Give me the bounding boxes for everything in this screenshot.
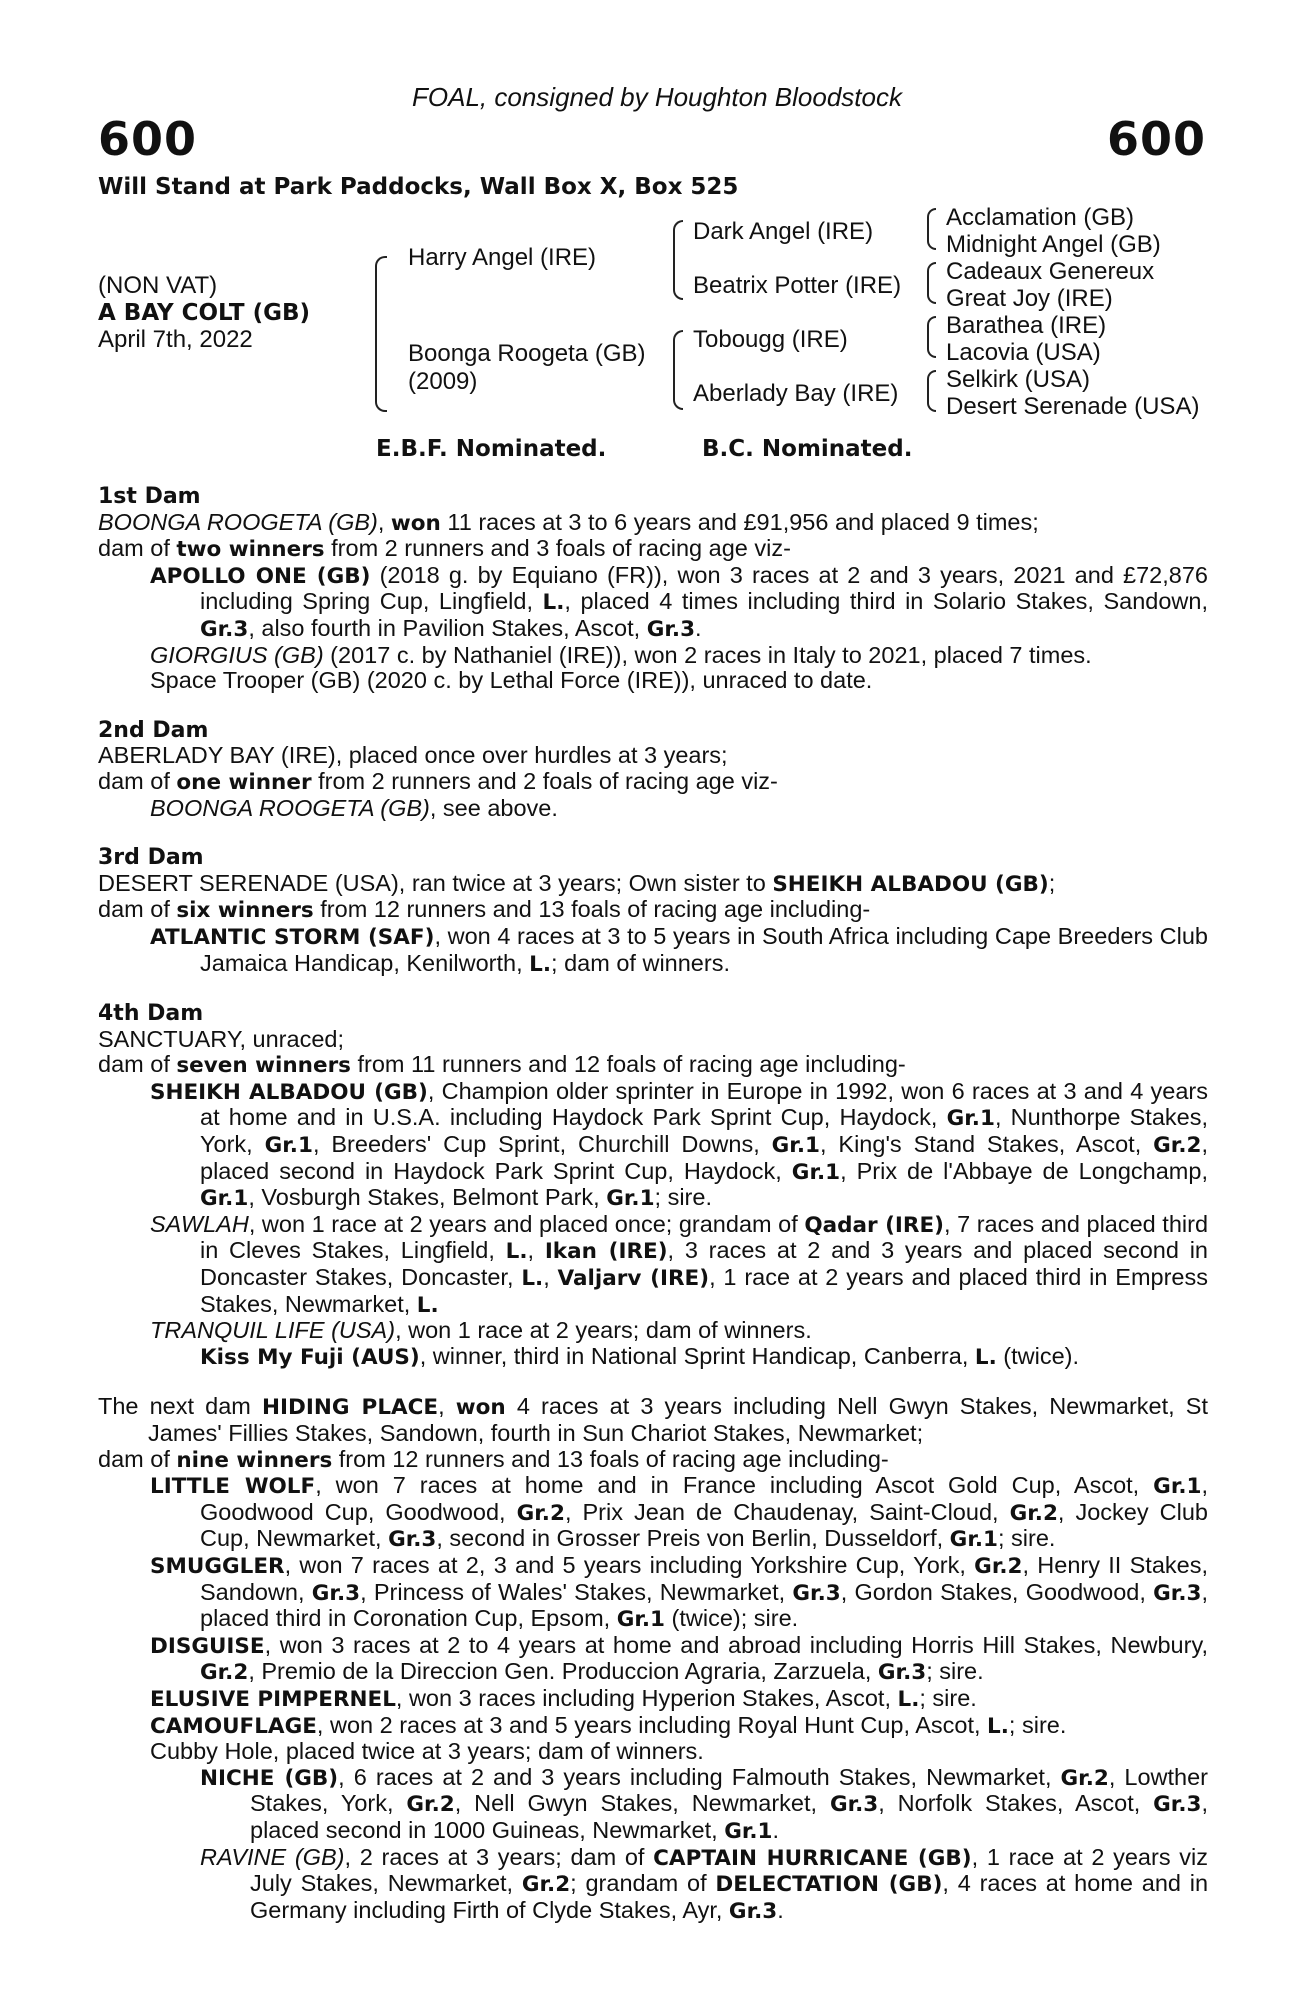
pedigree-brace-dam [673, 330, 683, 410]
first-dam-line: BOONGA ROOGETA (GB), won 11 races at 3 to 6 years and £91,956 and placed 9 times; [98, 508, 1039, 536]
produce-ravine: RAVINE (GB), 2 races at 3 years; dam of CAPTAIN HURRICANE (GB), 1 race at 2 years viz July Stakes, Newmarket, Gr.2; grandam of DELECTATION (GB), 4 races at home and in Germany including Firth of Clyde Stakes, Ayr, Gr.3. [200, 1843, 1209, 1924]
sire-name: Harry Angel (IRE) [408, 244, 597, 271]
next-dam-produce: dam of nine winners from 12 runners and 13 foals of racing age including- [98, 1445, 889, 1473]
gg-8: Desert Serenade (USA) [946, 393, 1200, 420]
second-dam-produce: dam of one winner from 2 runners and 2 foals of racing age viz- [98, 767, 778, 795]
foaling-date: April 7th, 2022 [98, 326, 253, 353]
pedigree-brace-g3 [927, 316, 936, 358]
second-dam-line: ABERLADY BAY (IRE), placed once over hurdles at 3 years; [98, 742, 728, 769]
produce-tranquil-life: TRANQUIL LIFE (USA), won 1 race at 2 years; dam of winners. [150, 1317, 812, 1344]
gg-2: Midnight Angel (GB) [946, 231, 1161, 258]
produce-boonga-roogeta: BOONGA ROOGETA (GB), see above. [150, 794, 558, 821]
produce-cubby-hole: Cubby Hole, placed twice at 3 years; dam of winners. [150, 1738, 704, 1765]
pedigree-brace-g1 [927, 208, 936, 250]
first-dam-heading: 1st Dam [98, 484, 201, 509]
pedigree-brace-sire [673, 220, 683, 300]
pedigree-brace-g4 [927, 370, 936, 412]
fourth-dam-produce: dam of seven winners from 11 runners and 12 foals of racing age including- [98, 1051, 906, 1079]
fourth-dam-heading: 4th Dam [98, 1001, 204, 1027]
produce-little-wolf: LITTLE WOLF, won 7 races at home and in France including Ascot Gold Cup, Ascot, Gr.1, Goodwood Cup, Goodwood, Gr.2, Prix Jean de Chaudenay, Saint-Cloud, Gr.2, Jockey Club Cup, Newmarket, Gr.3, second in Grosser Preis von Berlin, Dusseldorf, Gr.1; sire. [150, 1472, 1209, 1553]
gg-7: Selkirk (USA) [946, 366, 1091, 393]
first-dam-produce: dam of two winners from 2 runners and 3 foals of racing age viz- [98, 535, 791, 563]
gg-1: Acclamation (GB) [946, 204, 1135, 231]
dam-dam: Aberlady Bay (IRE) [693, 380, 899, 407]
gg-4: Great Joy (IRE) [946, 285, 1113, 312]
pedigree-brace-g2 [927, 262, 936, 304]
produce-giorgius: GIORGIUS (GB) (2017 c. by Nathaniel (IRE)), won 2 races in Italy to 2021, placed 7 times. [150, 641, 1092, 668]
produce-disguise: DISGUISE, won 3 races at 2 to 4 years at home and abroad including Horris Hill Stakes, Newbury, Gr.2, Premio de la Direccion Gen. Produccion Agraria, Zarzuela, Gr.3; sire. [150, 1631, 1208, 1686]
lot-number-right: 600 [1106, 112, 1206, 166]
pedigree-brace-main [375, 256, 387, 412]
third-dam-produce: dam of six winners from 12 runners and 13 foals of racing age including- [98, 896, 871, 924]
produce-space-trooper: Space Trooper (GB) (2020 c. by Lethal Force (IRE)), unraced to date. [150, 667, 873, 694]
gg-6: Lacovia (USA) [946, 339, 1101, 366]
lot-number-left: 600 [98, 112, 198, 166]
stand-location: Will Stand at Park Paddocks, Wall Box X, Box 525 [98, 174, 739, 200]
consignment-line: FOAL, consigned by Houghton Bloodstock [412, 82, 902, 112]
horse-name: A BAY COLT (GB) [98, 300, 311, 326]
produce-kiss-my-fuji: Kiss My Fuji (AUS), winner, third in National Sprint Handicap, Canberra, L. (twice). [200, 1342, 1080, 1370]
bc-nomination: B.C. Nominated. [702, 436, 913, 462]
dam-name: Boonga Roogeta (GB) [408, 340, 646, 367]
second-dam-heading: 2nd Dam [98, 717, 209, 743]
gg-5: Barathea (IRE) [946, 312, 1107, 339]
produce-apollo-one: APOLLO ONE (GB) (2018 g. by Equiano (FR)), won 3 races at 2 and 3 years, 2021 and £72,876 including Spring Cup, Lingfield, L., placed 4 times including third in Solario Stakes, Sandown, Gr.3, also fourth in Pavilion Stakes, Ascot, Gr.3. [150, 561, 1208, 642]
gg-3: Cadeaux Genereux [946, 258, 1155, 285]
dam-sire: Tobougg (IRE) [693, 326, 848, 353]
dam-year: (2009) [408, 368, 478, 395]
produce-sawlah: SAWLAH, won 1 race at 2 years and placed once; grandam of Qadar (IRE), 7 races and placed third in Cleves Stakes, Lingfield, L., Ikan (IRE), 3 races at 2 and 3 years and placed second in Doncaster Stakes, Doncaster, L., Valjarv (IRE), 1 race at 2 years and placed third in Empress Stakes, Newmarket, L. [150, 1210, 1209, 1318]
produce-smuggler: SMUGGLER, won 7 races at 2, 3 and 5 years including Yorkshire Cup, York, Gr.2, Henry II Stakes, Sandown, Gr.3, Princess of Wales' Stakes, Newmarket, Gr.3, Gordon Stakes, Goodwood, Gr.3, placed third in Coronation Cup, Epsom, Gr.1 (twice); sire. [150, 1551, 1208, 1633]
third-dam-heading: 3rd Dam [98, 845, 204, 871]
next-dam-line: The next dam HIDING PLACE, won 4 races at 3 years including Nell Gwyn Stakes, Newmarket, St James' Fillies Stakes, Sandown, fourth in Sun Chariot Stakes, Newmarket; [98, 1393, 1208, 1446]
produce-elusive-pimpernel: ELUSIVE PIMPERNEL, won 3 races including Hyperion Stakes, Ascot, L.; sire. [150, 1684, 977, 1712]
vat-status: (NON VAT) [98, 272, 218, 299]
produce-record [98, 484, 1208, 1924]
sire-sire: Dark Angel (IRE) [693, 218, 874, 245]
produce-camouflage: CAMOUFLAGE, won 2 races at 3 and 5 years including Royal Hunt Cup, Ascot, L.; sire. [150, 1711, 1067, 1739]
fourth-dam-line: SANCTUARY, unraced; [98, 1025, 344, 1052]
ebf-nomination: E.B.F. Nominated. [376, 436, 607, 462]
sire-dam: Beatrix Potter (IRE) [693, 272, 902, 299]
third-dam-line: DESERT SERENADE (USA), ran twice at 3 years; Own sister to SHEIKH ALBADOU (GB); [98, 869, 1056, 897]
produce-sheikh-albadou: SHEIKH ALBADOU (GB), Champion older sprinter in Europe in 1992, won 6 races at 3 and 4 years at home and in U.S.A. including Haydock Park Sprint Cup, Haydock, Gr.1, Nunthorpe Stakes, York, Gr.1, Breeders' Cup Sprint, Churchill Downs, Gr.1, King's Stand Stakes, Ascot, Gr.2, placed second in Haydock Park Sprint Cup, Haydock, Gr.1, Prix de l'Abbaye de Longchamp, Gr.1, Vosburgh Stakes, Belmont Park, Gr.1; sire. [150, 1077, 1209, 1212]
produce-niche: NICHE (GB), 6 races at 2 and 3 years including Falmouth Stakes, Newmarket, Gr.2, Lowther Stakes, York, Gr.2, Nell Gwyn Stakes, Newmarket, Gr.3, Norfolk Stakes, Ascot, Gr.3, placed second in 1000 Guineas, Newmarket, Gr.1. [200, 1763, 1208, 1844]
produce-atlantic-storm: ATLANTIC STORM (SAF), won 4 races at 3 to 5 years in South Africa including Cape Breeders Club Jamaica Handicap, Kenilworth, L.; dam of winners. [150, 922, 1208, 977]
